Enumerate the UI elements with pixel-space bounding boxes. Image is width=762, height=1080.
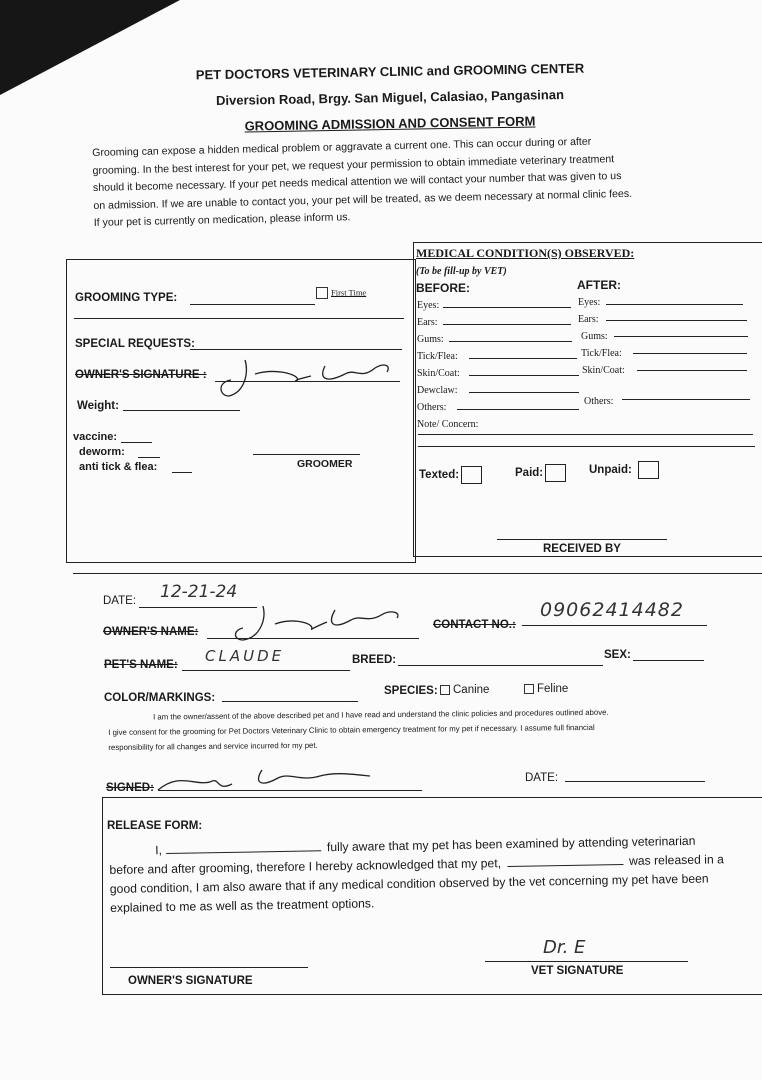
owner-signature-label: OWNER'S SIGNATURE : [75, 369, 207, 381]
pet-name-line[interactable] [182, 670, 350, 671]
signed-label: SIGNED: [106, 782, 154, 794]
intro-line: grooming. In the best interest for your pet, we request your permission to obtain immediate veterinary treatment [92, 152, 615, 177]
contact-value: 09062414482 [540, 599, 684, 621]
feline-label: Feline [537, 683, 569, 695]
species-label: SPECIES: [384, 685, 438, 697]
sex-line[interactable] [633, 660, 704, 661]
release-paragraph [109, 831, 725, 918]
special-requests-label: SPECIAL REQUESTS: [75, 338, 195, 350]
first-time-checkbox[interactable] [316, 287, 328, 299]
unpaid-option[interactable] [589, 461, 659, 479]
after-item-skin-coat: Skin/Coat: [582, 365, 625, 376]
received-by-label: RECEIVED BY [543, 543, 621, 555]
species-feline-option[interactable] [524, 683, 568, 695]
deworm-line[interactable] [138, 457, 160, 458]
before-ears-line[interactable] [443, 324, 571, 325]
medical-subtitle: (To be fill-up by VET) [416, 266, 507, 277]
special-requests-line[interactable] [190, 349, 402, 350]
species-canine-option[interactable] [440, 684, 489, 696]
after-ears-line[interactable] [606, 320, 747, 321]
intro-line: should it become necessary. If your pet needs medical attention we will contact your number that was given to us [92, 169, 622, 194]
texted-label: Texted: [419, 469, 460, 482]
clinic-name: PET DOCTORS VETERINARY CLINIC and GROOMING CENTER [195, 60, 585, 83]
anti-tick-label: anti tick & flea: [79, 461, 158, 473]
release-text-1: fully aware that my pet has been examined by attending veterinarian [326, 833, 696, 855]
canine-label: Canine [453, 684, 490, 696]
grooming-type-label: GROOMING TYPE: [75, 292, 178, 304]
before-gums-line[interactable] [449, 341, 572, 342]
weight-label: Weight: [77, 400, 119, 412]
note-line-1[interactable] [418, 434, 753, 435]
medical-title: MEDICAL CONDITION(S) OBSERVED: [416, 246, 635, 260]
before-item-gums: Gums: [417, 334, 444, 345]
vet-signature-line[interactable] [485, 961, 688, 962]
after-item-gums: Gums: [581, 331, 608, 342]
after-skin-line[interactable] [637, 370, 747, 371]
feline-checkbox[interactable] [524, 684, 534, 694]
unpaid-label: Unpaid: [589, 464, 632, 477]
weight-line[interactable] [123, 410, 240, 411]
unpaid-checkbox[interactable] [638, 461, 659, 479]
before-item-tick-flea: Tick/Flea: [417, 351, 458, 362]
release-text-4: explained to me as well as the treatment options. [110, 896, 375, 915]
sex-label: SEX: [604, 649, 631, 661]
after-item-eyes: Eyes: [578, 297, 601, 308]
before-list [417, 297, 478, 433]
color-markings-line[interactable] [222, 701, 358, 702]
before-eyes-line[interactable] [443, 307, 571, 308]
after-item-others: Others: [584, 396, 614, 407]
after-item-ears: Ears: [578, 314, 599, 325]
color-markings-label: COLOR/MARKINGS: [104, 692, 216, 704]
after-list [578, 294, 625, 410]
before-dewclaw-line[interactable] [469, 392, 579, 393]
groomer-label: GROOMER [297, 458, 353, 470]
after-gums-line[interactable] [614, 336, 748, 337]
signed-scribble [150, 762, 380, 798]
pet-name-label: PET'S NAME: [104, 659, 178, 671]
release-text-3: good condition, I am also aware that if any medical condition observed by the vet concerning my pet have been [109, 871, 709, 896]
consent-line: responsibility for all changes and service incurred for my pet. [108, 740, 318, 752]
before-skin-line[interactable] [469, 375, 579, 376]
contact-label: CONTACT NO.: [433, 619, 516, 631]
consent-paragraph [108, 705, 609, 755]
intro-line: on admission. If we are unable to contact you, your pet will be treated, as we deem necessary at normal clinic fees. [93, 187, 633, 212]
consent-date-line[interactable] [565, 781, 705, 782]
before-item-skin-coat: Skin/Coat: [417, 368, 460, 379]
intro-line: If your pet is currently on medication, please inform us. [93, 211, 351, 229]
anti-tick-line[interactable] [172, 472, 192, 473]
release-text-2b: was released in a [628, 852, 724, 868]
owner-release-signature-line[interactable] [110, 967, 308, 968]
first-time-option[interactable] [316, 287, 366, 299]
after-tick-line[interactable] [633, 353, 747, 354]
consent-date-label: DATE: [525, 772, 559, 784]
owner-signature-scribble [215, 352, 395, 400]
texted-option[interactable] [419, 466, 482, 484]
section-divider [73, 573, 762, 574]
consent-line: I give consent for the grooming for Pet Doctors Veterinary Clinic to obtain emergency treatment for my pet if necessary. I assume full financial [108, 722, 595, 737]
release-i: I, [155, 843, 163, 858]
texted-checkbox[interactable] [461, 466, 482, 484]
paid-label: Paid: [515, 467, 544, 480]
pet-name-value: CLAUDE [205, 647, 285, 665]
after-item-tick-flea: Tick/Flea: [581, 348, 622, 359]
consent-line: I am the owner/assent of the above described pet and I have read and understand the clinic policies and procedures outlined above. [153, 707, 609, 722]
before-item-dewclaw: Dewclaw: [417, 385, 458, 396]
scan-shadow-edge [0, 0, 115, 10]
form-title: GROOMING ADMISSION AND CONSENT FORM [244, 113, 536, 134]
clinic-address: Diversion Road, Brgy. San Miguel, Calasiao, Pangasinan [215, 86, 565, 109]
before-others-line[interactable] [457, 409, 579, 410]
deworm-label: deworm: [79, 446, 125, 458]
canine-checkbox[interactable] [440, 685, 450, 695]
vaccine-label: vaccine: [73, 431, 118, 443]
owner-name-scribble [215, 600, 415, 645]
breed-label: BREED: [352, 654, 397, 666]
intro-line: Grooming can expose a hidden medical problem or aggravate a current one. This can occur during or after [92, 135, 592, 159]
grooming-type-line-2[interactable] [74, 318, 404, 319]
release-text-2: before and after grooming, therefore I hereby acknowledged that my pet, [109, 856, 502, 877]
contact-line[interactable] [522, 625, 707, 626]
owner-name-label: OWNER'S NAME: [103, 626, 199, 638]
before-item-ears: Ears: [417, 317, 438, 328]
before-item-others: Others: [417, 402, 447, 413]
release-title: RELEASE FORM: [107, 820, 203, 832]
vet-signature-value: Dr. E [543, 937, 586, 958]
paid-checkbox[interactable] [545, 464, 566, 482]
vaccine-line[interactable] [121, 442, 152, 443]
before-tick-line[interactable] [469, 358, 577, 359]
groomer-signature-line[interactable] [253, 454, 360, 455]
owner-release-signature-label: OWNER'S SIGNATURE [128, 975, 253, 987]
grooming-type-line[interactable] [190, 304, 315, 305]
intro-paragraph [92, 131, 704, 232]
after-eyes-line[interactable] [606, 304, 743, 305]
date-label: DATE: [103, 595, 137, 607]
before-label: BEFORE: [416, 281, 470, 295]
before-item-eyes: Eyes: [417, 300, 440, 311]
vet-signature-label: VET SIGNATURE [531, 965, 624, 977]
release-owner-name-line[interactable] [166, 838, 321, 854]
breed-line[interactable] [398, 665, 603, 666]
note-line-2[interactable] [418, 446, 755, 447]
paid-option[interactable] [515, 464, 566, 482]
received-by-line[interactable] [497, 539, 667, 540]
release-pet-name-line[interactable] [507, 852, 623, 867]
date-value: 12-21-24 [160, 582, 238, 602]
after-label: AFTER: [577, 278, 621, 292]
first-time-label: First Time [331, 287, 367, 298]
before-item-note: Note/ Concern: [417, 419, 479, 430]
after-others-line[interactable] [622, 399, 750, 400]
